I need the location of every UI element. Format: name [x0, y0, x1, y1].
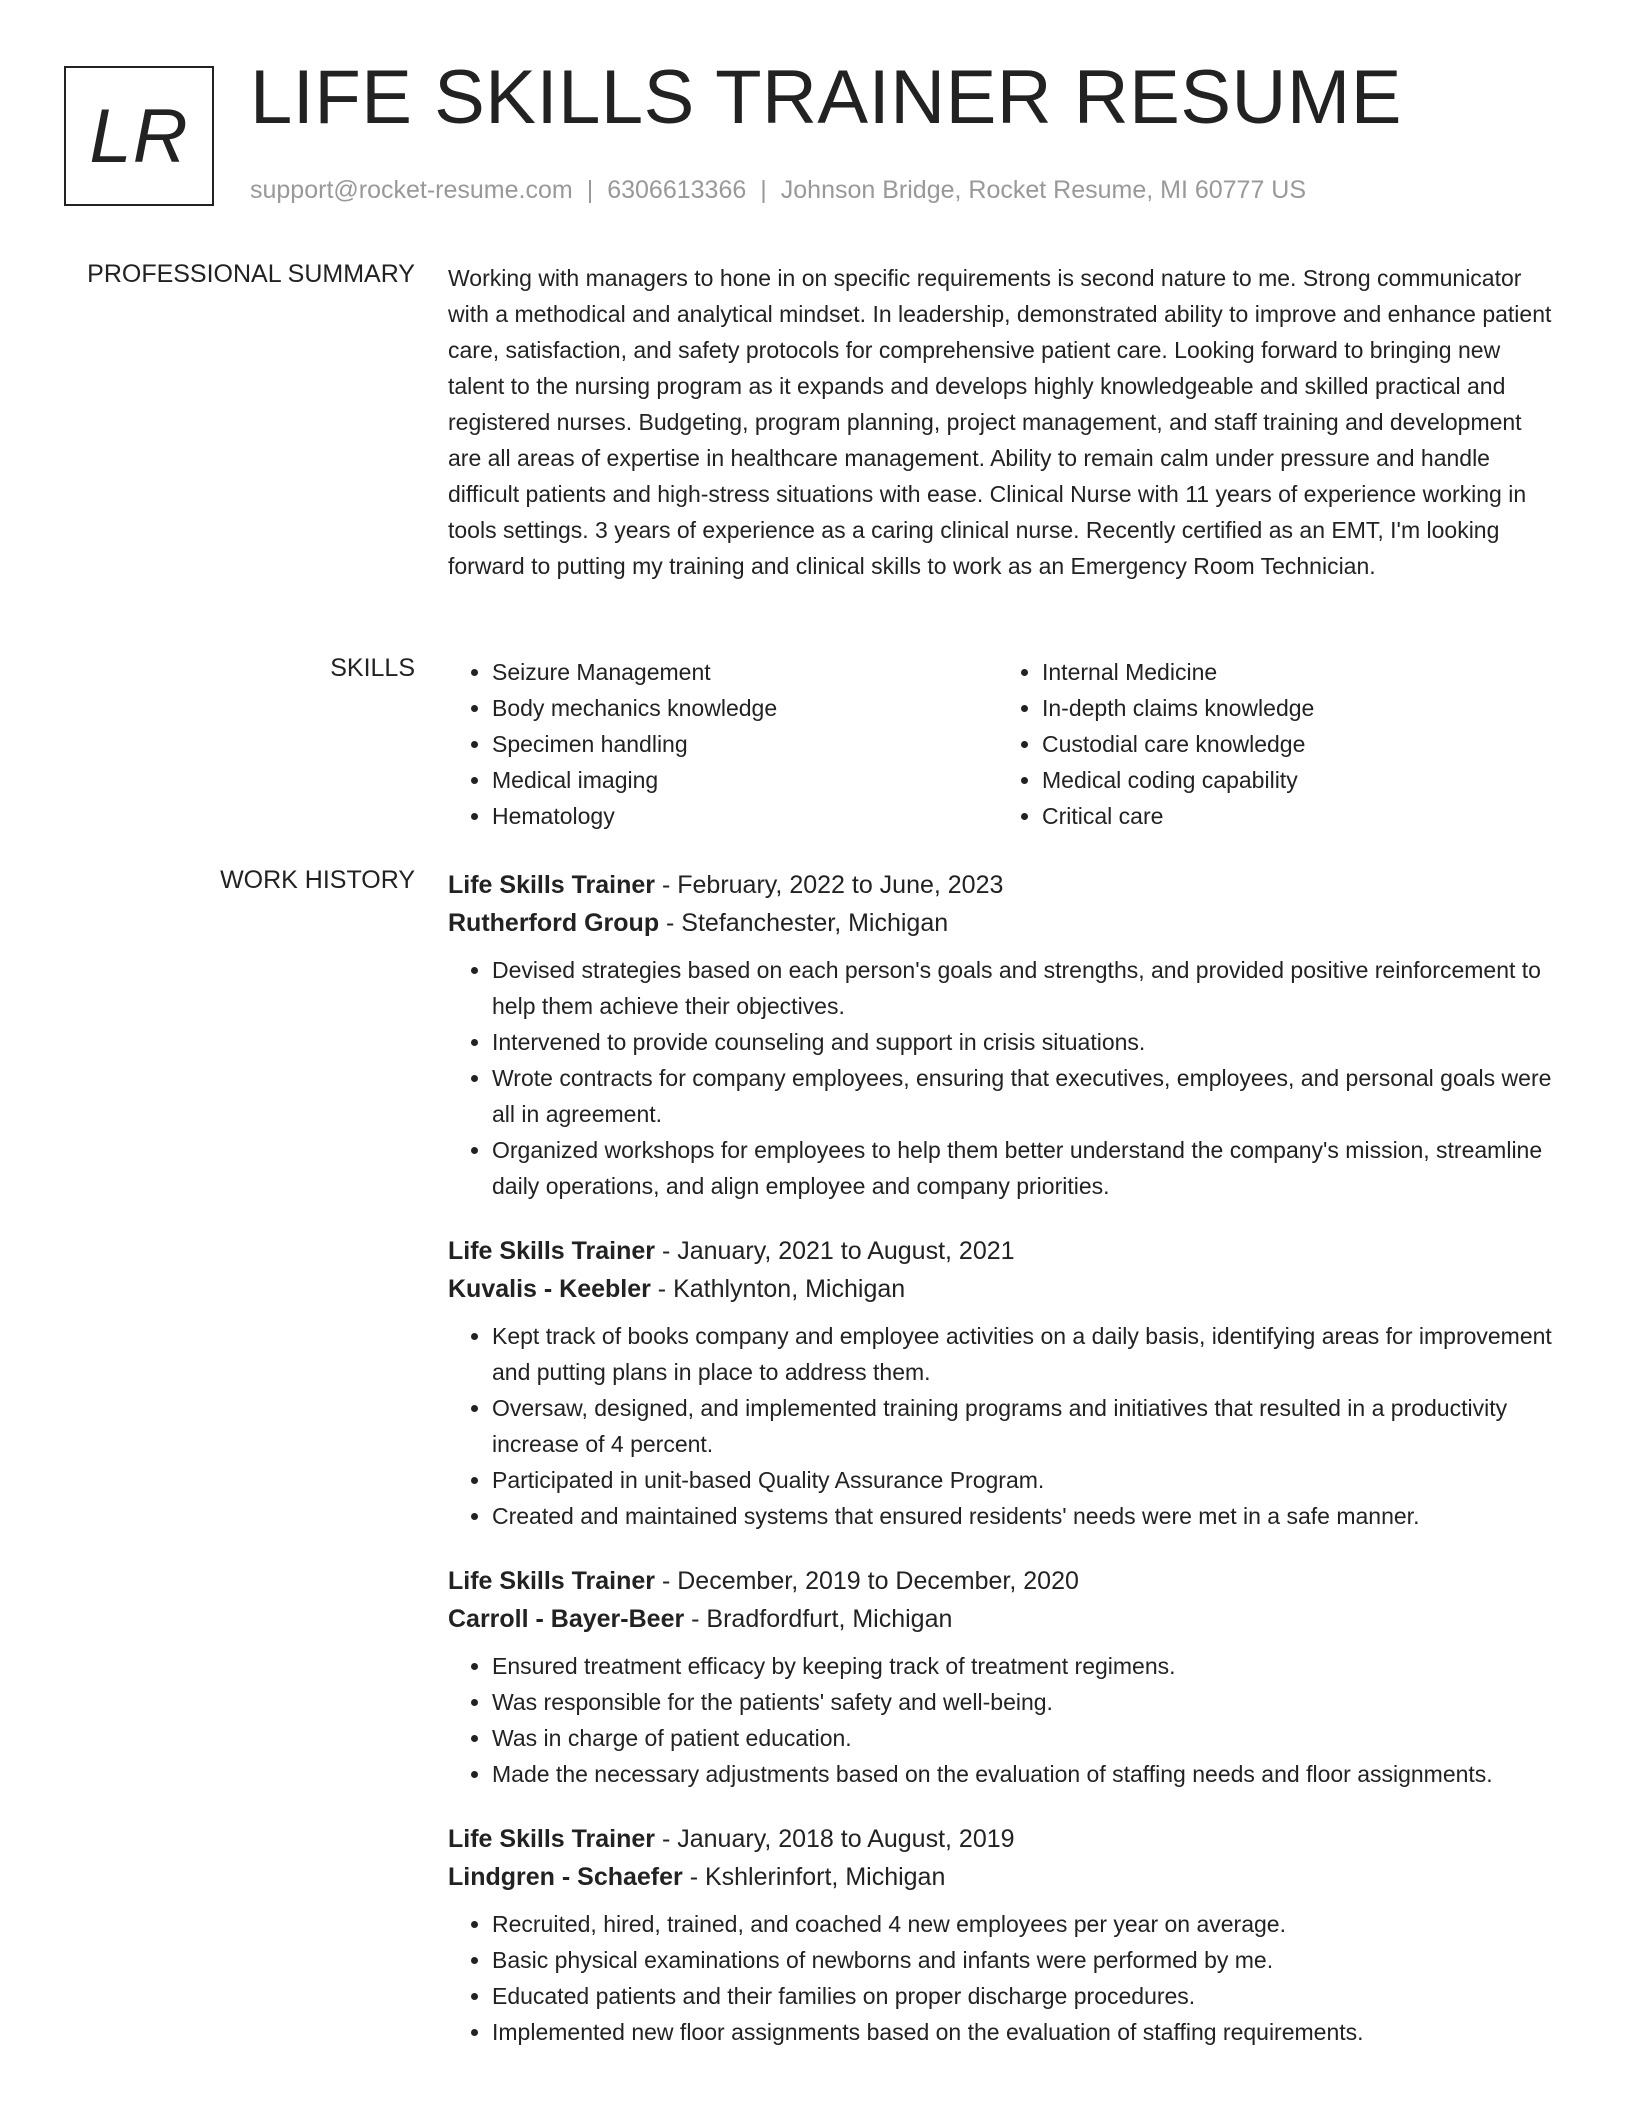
- skills-column-right: [998, 654, 1548, 834]
- job-title: Life Skills Trainer: [448, 1825, 656, 1853]
- job-bullet: • Participated in unit-based Quality Assurance Program.: [492, 1462, 1560, 1498]
- contact-address: Johnson Bridge, Rocket Resume, MI 60777 US: [780, 176, 1307, 204]
- summary-text: Working with managers to hone in on specific requirements is second nature to me. Strong communicator with a methodical and analytical mindset. In leadership, demonstrated ability to improve and enhance patient care, satisfaction, and safety protocols for comprehensive patient care. Looking forward to bringing new talent to the nursing program as it expands and develops highly knowledgeable and skilled practical and registered nurses. Budgeting, program planning, project management, and staff training and development are all areas of expertise in healthcare management. Ability to remain calm under pressure and handle difficult patients and high-stress situations with ease. Clinical Nurse with 11 years of experience working in tools settings. 3 years of experience as a caring clinical nurse. Recently certified as an EMT, I'm looking forward to putting my training and clinical skills to work as an Emergency Room Technician.: [448, 265, 1552, 579]
- job-dates: - February, 2022 to June, 2023: [655, 871, 1004, 899]
- job-company-line: [448, 1858, 1560, 1896]
- job-company-line: [448, 1270, 1560, 1308]
- section-label-summary: PROFESSIONAL SUMMARY: [87, 260, 415, 288]
- skills-list: [448, 654, 1560, 834]
- job-company: Rutherford Group: [448, 909, 660, 937]
- job-location: - Kshlerinfort, Michigan: [682, 1863, 946, 1891]
- monogram-logo: LR: [64, 66, 214, 206]
- job-bullets: [448, 1906, 1560, 2050]
- job-bullet: • Organized workshops for employees to help them better understand the company's mission, streamline daily operations, and align employee and company priorities.: [492, 1132, 1560, 1204]
- job-bullet: • Recruited, hired, trained, and coached 4 new employees per year on average.: [492, 1906, 1560, 1942]
- job-title-line: [448, 1820, 1560, 1858]
- job-title: Life Skills Trainer: [448, 1567, 656, 1595]
- job-company-line: [448, 904, 1560, 942]
- skill-item: • Custodial care knowledge: [1042, 726, 1548, 762]
- job-company: Lindgren - Schaefer: [448, 1863, 683, 1891]
- job-title: Life Skills Trainer: [448, 1237, 656, 1265]
- skills-column-left: [448, 654, 998, 834]
- job-title-line: [448, 1562, 1560, 1600]
- job-entry: [448, 1820, 1560, 2050]
- skill-item: • Specimen handling: [492, 726, 998, 762]
- job-bullet: • Implemented new floor assignments based on the evaluation of staffing requirements.: [492, 2014, 1560, 2050]
- job-bullets: [448, 952, 1560, 1204]
- job-bullets: [448, 1648, 1560, 1792]
- job-location: - Kathlynton, Michigan: [650, 1275, 906, 1303]
- job-entry: [448, 1562, 1560, 1792]
- skill-item: • In-depth claims knowledge: [1042, 690, 1548, 726]
- job-bullet: • Was in charge of patient education.: [492, 1720, 1560, 1756]
- contact-separator: |: [586, 176, 594, 204]
- job-bullet: • Devised strategies based on each person's goals and strengths, and provided positive reinforcement to help them achieve their objectives.: [492, 952, 1560, 1024]
- skill-item: • Body mechanics knowledge: [492, 690, 998, 726]
- contact-separator: |: [760, 176, 767, 204]
- skill-item: • Hematology: [492, 798, 998, 834]
- job-company: Kuvalis - Keebler: [448, 1275, 651, 1303]
- skill-item: • Critical care: [1042, 798, 1548, 834]
- job-company-line: [448, 1600, 1560, 1638]
- job-dates: - January, 2021 to August, 2021: [655, 1237, 1015, 1265]
- job-bullet: • Wrote contracts for company employees, ensuring that executives, employees, and personal goals were all in agreement.: [492, 1060, 1560, 1132]
- resume-title: LIFE SKILLS TRAINER RESUME: [250, 55, 1402, 140]
- skill-item: • Medical imaging: [492, 762, 998, 798]
- job-company: Carroll - Bayer-Beer: [448, 1605, 685, 1633]
- section-label-skills: SKILLS: [330, 654, 415, 682]
- job-bullet: • Created and maintained systems that ensured residents' needs were met in a safe manner.: [492, 1498, 1560, 1534]
- job-title-line: [448, 1232, 1560, 1270]
- job-entry: [448, 866, 1560, 1204]
- job-dates: - December, 2019 to December, 2020: [655, 1567, 1079, 1595]
- job-bullet: • Made the necessary adjustments based on the evaluation of staffing needs and floor assignments.: [492, 1756, 1560, 1792]
- job-entry: [448, 1232, 1560, 1534]
- skill-item: • Seizure Management: [492, 654, 998, 690]
- job-location: - Bradfordfurt, Michigan: [684, 1605, 953, 1633]
- section-label-work-history: WORK HISTORY: [220, 866, 415, 894]
- job-location: - Stefanchester, Michigan: [659, 909, 949, 937]
- contact-line: [250, 176, 1306, 205]
- job-bullet: • Intervened to provide counseling and support in crisis situations.: [492, 1024, 1560, 1060]
- job-title: Life Skills Trainer: [448, 871, 656, 899]
- skill-item: • Internal Medicine: [1042, 654, 1548, 690]
- job-title-line: [448, 866, 1560, 904]
- job-bullet: • Basic physical examinations of newborns and infants were performed by me.: [492, 1942, 1560, 1978]
- job-dates: - January, 2018 to August, 2019: [655, 1825, 1015, 1853]
- job-bullet: • Educated patients and their families on proper discharge procedures.: [492, 1978, 1560, 2014]
- job-bullet: • Oversaw, designed, and implemented training programs and initiatives that resulted in a productivity increase of 4 percent.: [492, 1390, 1560, 1462]
- skill-item: • Medical coding capability: [1042, 762, 1548, 798]
- job-bullet: • Kept track of books company and employee activities on a daily basis, identifying areas for improvement and putting plans in place to address them.: [492, 1318, 1560, 1390]
- job-bullet: • Ensured treatment efficacy by keeping track of treatment regimens.: [492, 1648, 1560, 1684]
- job-bullet: • Was responsible for the patients' safety and well-being.: [492, 1684, 1560, 1720]
- job-bullets: [448, 1318, 1560, 1534]
- contact-email[interactable]: support@rocket-resume.com: [250, 176, 573, 204]
- contact-phone[interactable]: 6306613366: [607, 176, 747, 204]
